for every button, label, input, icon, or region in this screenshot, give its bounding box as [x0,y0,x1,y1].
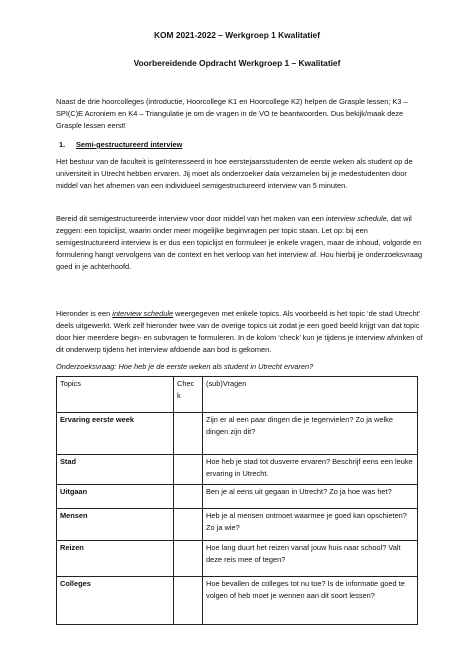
questions-cell: Hoe lang duurt het reizen vanaf jouw huis naar school? Valt deze reis mee of tegen? [203,541,418,577]
paragraph-schedule-before: Hieronder is een [56,309,113,318]
table-row [57,485,418,509]
paragraph-instructions-before: Bereid dit semigestructureerde interview voor door middel van het maken van een [56,214,326,223]
intro-paragraph: Naast de drie hoorcolleges (introductie, Hoorcollege K1 en Hoorcollege K2) helpen de Grasple lessen; K3 – SPI(C)E Acroniem en K4 – Triangulatie je om de vragen in de VO te beantwoorden. Dus bekijk/maak deze Grasple lessen eerst! [56,97,408,130]
questions-cell: Hoe bevallen de colleges tot nu toe? Is de informatie goed te volgen of heb moet je wennen aan dit soort lessen? [203,577,418,625]
research-question: Onderzoeksvraag: Hoe heb je de eerste weken als student in Utrecht ervaren? [56,362,314,371]
paragraph-schedule [56,308,428,356]
topic-cell: Colleges [57,577,174,625]
paragraph-context: Het bestuur van de faculteit is geïnteresseerd in hoe eerstejaarsstudenten de eerste weken als student op de universiteit in Utrecht hebben ervaren. Jij moet als onderzoeker data verzamelen bij je medestudenten door middel van het afnemen van een individueel semigestructureerd interview van 5 minuten. [56,157,413,190]
interview-schedule-table [56,376,418,625]
check-cell[interactable] [174,541,203,577]
topic-cell: Ervaring eerste week [57,413,174,455]
check-cell[interactable] [174,577,203,625]
header-topics: Topics [57,377,174,413]
table-row [57,413,418,455]
check-cell[interactable] [174,485,203,509]
table-row [57,455,418,485]
section-number: 1. [59,140,66,149]
header-questions: (sub)Vragen [203,377,418,413]
table-row [57,541,418,577]
paragraph-instructions-term: interview schedule [325,214,387,223]
check-cell[interactable] [174,455,203,485]
document-subtitle: Voorbereidende Opdracht Werkgroep 1 – Kwalitatief [133,58,341,68]
paragraph-schedule-after: weergegeven met enkele topics. Als voorbeeld is het topic ‘de stad Utrecht’ deels uitgewerkt. Werk zelf hieronder twee van de overige topics uit zodat je een goed beeld krijgt van dat topic door hier meerdere begin- en subvragen te formuleren. In de kolom ‘check’ kun je tijdens je interview afvinken of dit onderwerp tijdens het interview afdoende aan bod is gekomen. [56,309,423,354]
table-header-row [57,377,418,413]
paragraph-instructions [56,213,428,273]
document-title: KOM 2021-2022 – Werkgroep 1 Kwalitatief [153,30,320,40]
check-cell[interactable] [174,509,203,541]
table-row [57,509,418,541]
topic-cell: Uitgaan [57,485,174,509]
paragraph-instructions-after: , dat wil zeggen: een topiclijst, waarin onder meer mogelijke beginvragen per topic staan. Let op: bij een semigestructureerd interview is er dus een topiclijst en formuleer je enkele vragen, maar de inhoud, volgorde en formulering hangt vervolgens van de context en het verloop van het interview af. Hou hierbij je onderzoeksvraag goed in je achterhoofd. [56,214,423,271]
header-check: Chec k [174,377,203,413]
questions-cell: Hoe heb je stad tot dusverre ervaren? Beschrijf eens een leuke ervaring in Utrecht. [203,455,418,485]
table-row [57,577,418,625]
topic-cell: Stad [57,455,174,485]
section-heading: Semi-gestructureerd interview [76,140,183,149]
questions-cell: Ben je al eens uit gegaan in Utrecht? Zo ja hoe was het? [203,485,418,509]
paragraph-schedule-term: interview schedule [112,309,174,318]
questions-cell: Zijn er al een paar dingen die je tegenvielen? Zo ja welke dingen zijn dit? [203,413,418,455]
questions-cell: Heb je al mensen ontmoet waarmee je goed kan opschieten? Zo ja wie? [203,509,418,541]
topic-cell: Reizen [57,541,174,577]
check-cell[interactable] [174,413,203,455]
topic-cell: Mensen [57,509,174,541]
